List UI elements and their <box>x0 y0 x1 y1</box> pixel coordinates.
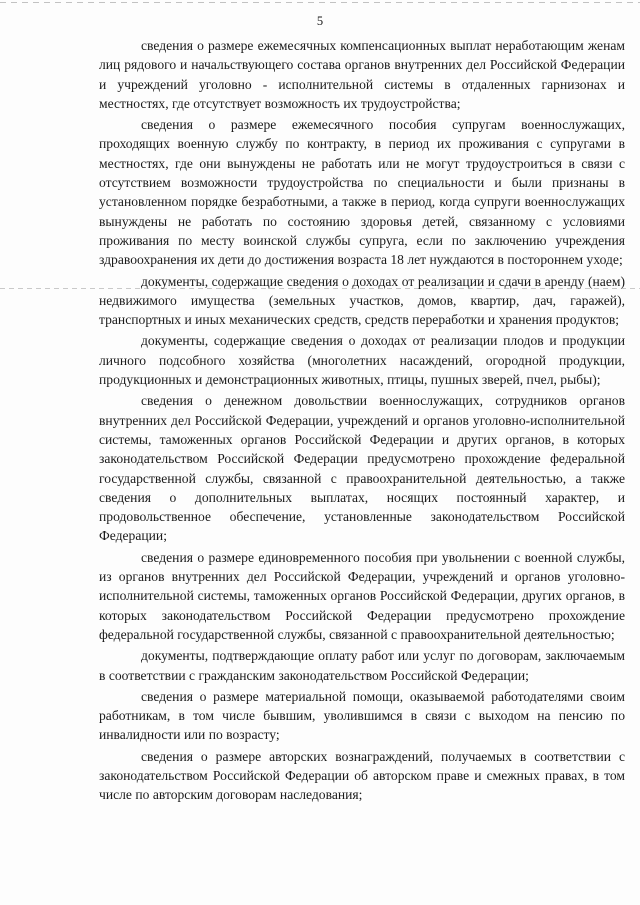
paragraph: сведения о денежном довольствии военнослужащих, сотрудников органов внутренних дел Российской Федерации, учреждений и органов уголовно-исполнительной системы, таможенных органов Российской Федерации и других органов, в которых законодательством Российской Федерации предусмотрено прохождение федеральной государственной службы, связанной с правоохранительной деятельностью, а также сведения о дополнительных выплатах, носящих постоянный характер, и продовольственное обеспечение, установленные законодательством Российской Федерации; <box>99 393 625 544</box>
paragraph: документы, содержащие сведения о доходах от реализации и сдачи в аренду (наем) недвижимого имущества (земельных участков, домов, квартир, дач, гаражей), транспортных и иных механических средств, средств переработки и хранения продуктов; <box>99 273 625 328</box>
paragraph: сведения о размере материальной помощи, оказываемой работодателями своим работникам, в том числе бывшим, уволившимся в связи с выходом на пенсию по инвалидности или по возрасту; <box>99 688 625 743</box>
paragraph: документы, содержащие сведения о доходах от реализации плодов и продукции личного подсобного хозяйства (многолетних насаждений, огородной продукции, продукционных и демонстрационных животных, птицы, пушных зверей, пчел, рыбы); <box>99 333 625 388</box>
scan-edge-line <box>0 2 640 3</box>
paragraph: документы, подтверждающие оплату работ или услуг по договорам, заключаемым в соответствии с гражданским законодательством Российской Федерации; <box>99 648 625 683</box>
paragraph: сведения о размере ежемесячного пособия супругам военнослужащих, проходящих военную службу по контракту, в период их проживания с супругами в местностях, где они вынуждены не работать или не могут трудоустроиться в связи с отсутствием возможности трудоустройства по специальности и были признаны в установленном порядке безработными, а также в период, когда супруги военнослужащих вынуждены не работать по состоянию здоровья детей, связанному с условиями проживания по месту воинской службы супруга, если по заключению учреждения здравоохранения их дети до достижения возраста 18 лет нуждаются в постороннем уходе; <box>99 117 625 268</box>
page-number: 5 <box>316 14 324 28</box>
paragraph: сведения о размере единовременного пособия при увольнении с военной службы, из органов внутренних дел Российской Федерации, учреждений и органов уголовно-исполнительной системы, таможенных органов Российской Федерации, других органов, в которых законодательством Российской Федерации предусмотрено прохождение федеральной государственной службы, связанной с правоохранительной деятельностью; <box>99 549 625 642</box>
paragraph: сведения о размере авторских вознаграждений, получаемых в соответствии с законодательством Российской Федерации об авторском праве и смежных правах, в том числе по авторским договорам наследования; <box>99 748 625 803</box>
paragraph: сведения о размере ежемесячных компенсационных выплат неработающим женам лиц рядового и начальствующего состава органов внутренних дел Российской Федерации и учреждений уголовно - исполнительной системы в отдаленных гарнизонах и местностях, где отсутствует возможность их трудоустройства; <box>99 38 625 111</box>
document-body <box>99 36 625 807</box>
scan-artifact-line <box>0 288 640 289</box>
